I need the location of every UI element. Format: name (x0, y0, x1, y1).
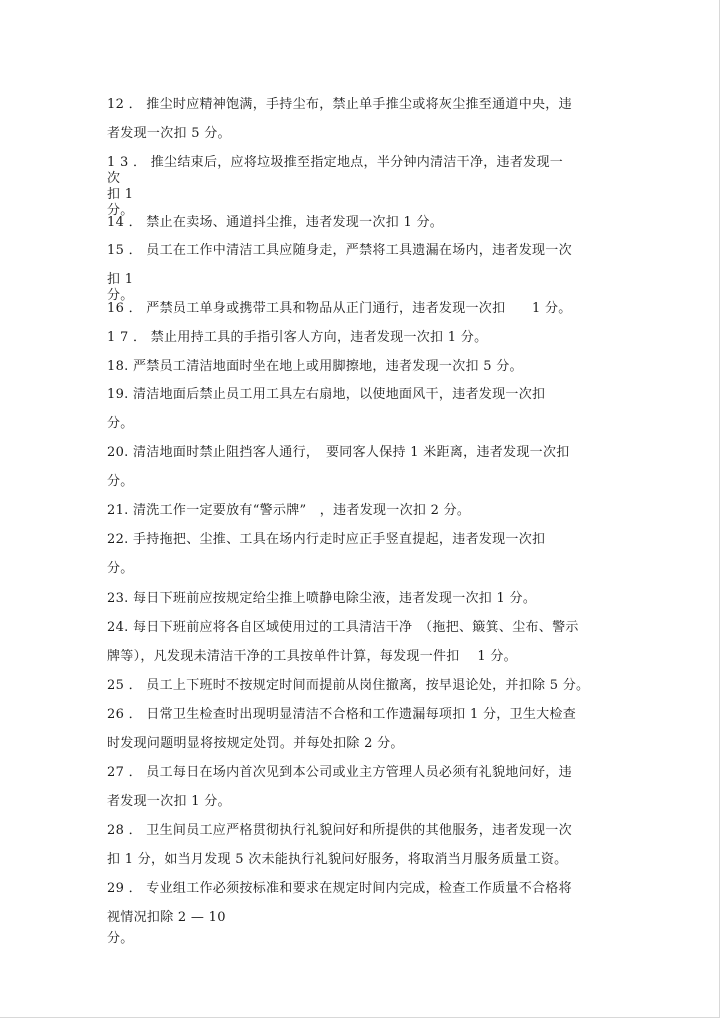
text-line: 1 7 ． 禁止用持工具的手指引客人方向，违者发现一次扣 1 分。 (107, 330, 488, 345)
text-line: 视情况扣除 2 — 10 (107, 910, 226, 925)
text-line: 27 ． 员工每日在场内首次见到本公司或业主方管理人员必须有礼貌地问好，违 (107, 765, 572, 780)
text-line: 时发现问题明显将按规定处罚。并每处扣除 2 分。 (107, 736, 404, 751)
text-line: 20. 清洁地面时禁止阻挡客人通行， 要同客人保持 1 米距离，违者发现一次扣 (107, 445, 570, 460)
text-line: 者发现一次扣 1 分。 (107, 794, 231, 809)
text-line: 22. 手持拖把、尘推、工具在场内行走时应正手竖直提起，违者发现一次扣 (107, 532, 546, 547)
text-line: 扣 1 (107, 187, 134, 202)
text-line: 29 ． 专业组工作必须按标准和要求在规定时间内完成，检查工作质量不合格将 (107, 881, 572, 896)
text-line: 24. 每日下班前应将各自区域使用过的工具清洁干净 （拖把、簸箕、尘布、警示 (107, 620, 579, 635)
text-line: 16 ． 严禁员工单身或携带工具和物品从正门通行，违者发现一次扣 1 分。 (107, 301, 572, 316)
text-line: 分。 (107, 288, 134, 303)
text-line: 23. 每日下班前应按规定给尘推上喷静电除尘液，违者发现一次扣 1 分。 (107, 591, 537, 606)
text-line: 28 ． 卫生间员工应严格贯彻执行礼貌问好和所提供的其他服务，违者发现一次 (107, 823, 572, 838)
text-line: 牌等），凡发现未清洁干净的工具按单件计算，每发现一件扣 1 分。 (107, 649, 517, 664)
text-line: 分。 (107, 561, 134, 576)
text-line: 18. 严禁员工清洁地面时坐在地上或用脚擦地，违者发现一次扣 5 分。 (107, 359, 523, 374)
text-line: 分。 (107, 203, 134, 218)
text-line: 19. 清洁地面后禁止员工用工具左右扇地，以使地面风干，违者发现一次扣 (107, 387, 546, 402)
text-line: 分。 (107, 474, 134, 489)
text-line: 分。 (107, 931, 134, 946)
text-line: 扣 1 分，如当月发现 5 次未能执行礼貌问好服务，将取消当月服务质量工资。 (107, 852, 568, 867)
text-line: 1 3 ． 推尘结束后，应将垃圾推至指定地点，半分钟内清洁干净，违者发现一 (107, 155, 564, 170)
text-line: 12 ． 推尘时应精神饱满，手持尘布，禁止单手推尘或将灰尘推至通道中央，违 (107, 97, 572, 112)
text-line: 分。 (107, 416, 134, 431)
text-line: 次 (107, 171, 121, 186)
text-line: 14 ． 禁止在卖场、通道抖尘推，违者发现一次扣 1 分。 (107, 215, 444, 230)
text-line: 25 ． 员工上下班时不按规定时间而提前从岗住撤离，按早退论处，并扣除 5 分。 (107, 678, 590, 693)
text-line: 21. 清洗工作一定要放有“警示牌” ，违者发现一次扣 2 分。 (107, 503, 471, 518)
text-line: 扣 1 (107, 272, 134, 287)
text-line: 15 ． 员工在工作中清洁工具应随身走，严禁将工具遗漏在场内，违者发现一次 (107, 243, 572, 258)
text-line: 26 ． 日常卫生检查时出现明显清洁不合格和工作遗漏每项扣 1 分，卫生大检查 (107, 707, 577, 722)
text-line: 者发现一次扣 5 分。 (107, 126, 231, 141)
